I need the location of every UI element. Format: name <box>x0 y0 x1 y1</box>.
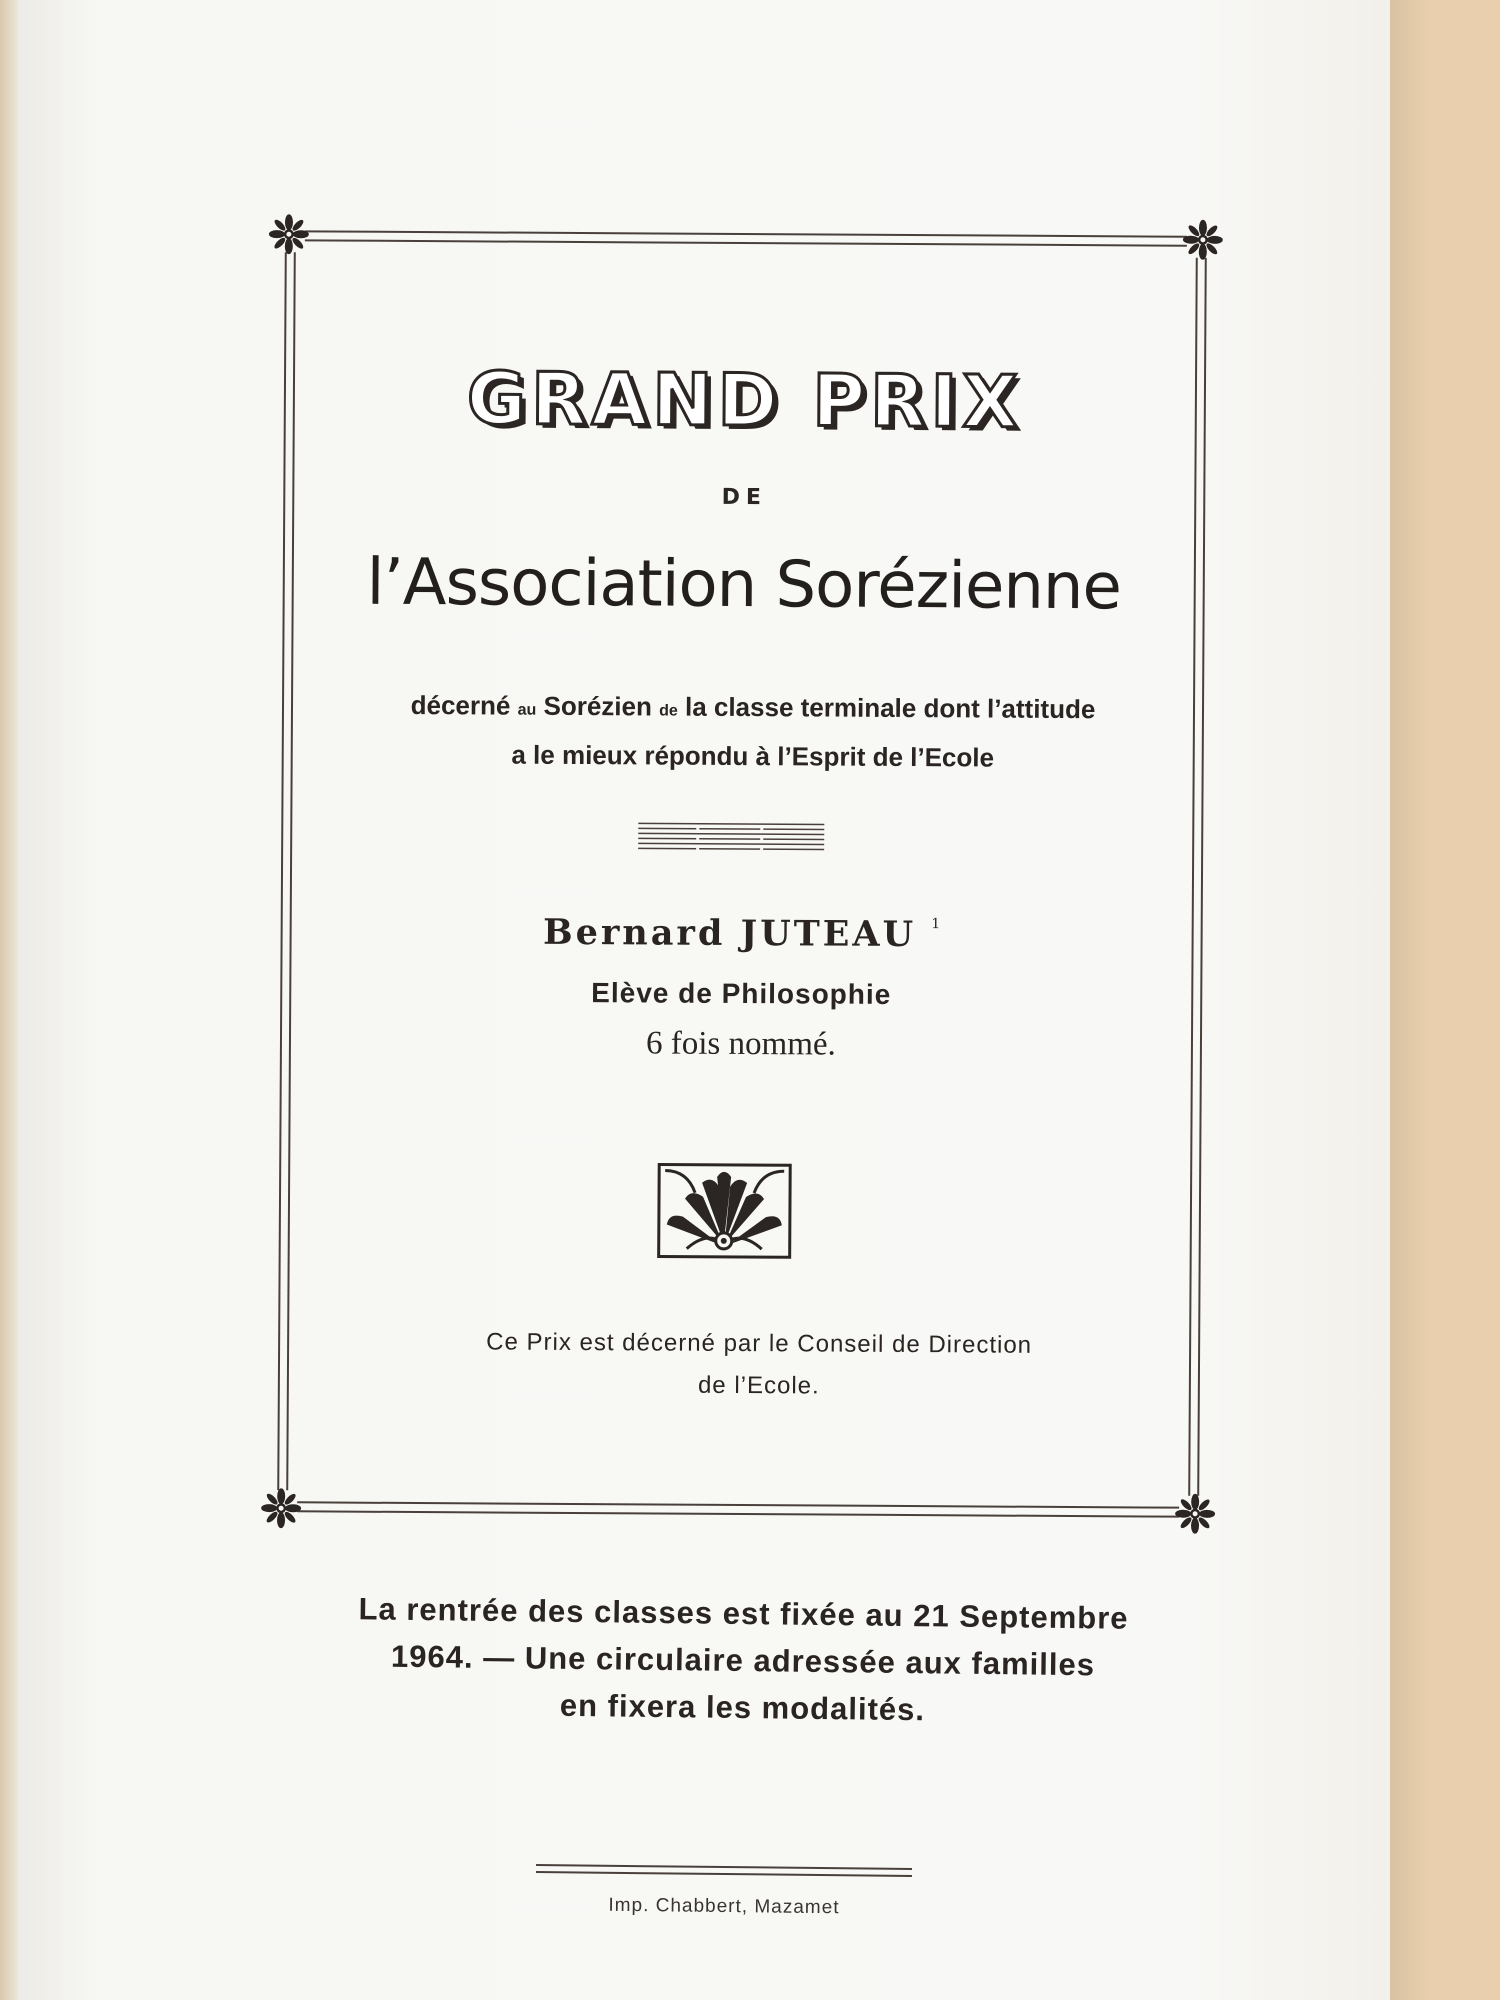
description-text: la classe terminale dont l’attitude <box>677 691 1096 725</box>
laureate-name-text: Bernard JUTEAU <box>542 911 917 956</box>
rentree-line-1: La rentrée des classes est fixée au 21 Septembre <box>358 1591 1129 1636</box>
laureate-mentions: 6 fois nommé. <box>645 1025 836 1063</box>
award-note <box>318 1320 1200 1409</box>
footnote-mark: 1 <box>931 916 941 933</box>
flower-ornament-icon <box>1183 220 1223 260</box>
certificate-title: GRAND PRIX <box>466 356 1024 444</box>
rentree-line-2: 1964. — Une circulaire adressée aux familles <box>390 1638 1096 1683</box>
laureate-name <box>281 910 1203 957</box>
printer-rule <box>536 1864 912 1877</box>
printer-imprint: Imp. Chabbert, Mazamet <box>608 1894 840 1919</box>
award-note-line-1: Ce Prix est décerné par le Conseil de Direction <box>486 1328 1033 1359</box>
description-text: de <box>659 702 678 720</box>
flower-ornament-icon <box>261 1488 301 1528</box>
award-description <box>302 682 1205 781</box>
title-connector: DE <box>721 484 768 511</box>
certificate-frame <box>277 230 1207 1518</box>
frame-bottom-rule <box>297 1501 1179 1517</box>
book-page <box>18 0 1390 2000</box>
flower-ornament-icon <box>1175 1494 1215 1534</box>
award-note-line-2: de l’Ecole. <box>697 1371 820 1400</box>
rentree-notice <box>267 1584 1219 1737</box>
frame-top-rule <box>305 230 1187 246</box>
description-text: au <box>517 701 537 719</box>
description-text: Sorézien <box>536 690 660 722</box>
line-ornament-icon <box>636 819 826 854</box>
rentree-line-3: en fixera les modalités. <box>559 1687 926 1728</box>
cover-edge <box>1390 0 1430 2000</box>
association-name: l’Association Sorézienne <box>366 545 1122 625</box>
fan-palmette-icon <box>657 1162 793 1259</box>
description-line-2: a le mieux répondu à l’Esprit de l’Ecole <box>511 739 995 773</box>
flower-ornament-icon <box>269 214 309 254</box>
laureate-class: Elève de Philosophie <box>591 977 892 1010</box>
page-edge <box>0 0 18 2000</box>
description-text: décerné <box>410 689 518 721</box>
